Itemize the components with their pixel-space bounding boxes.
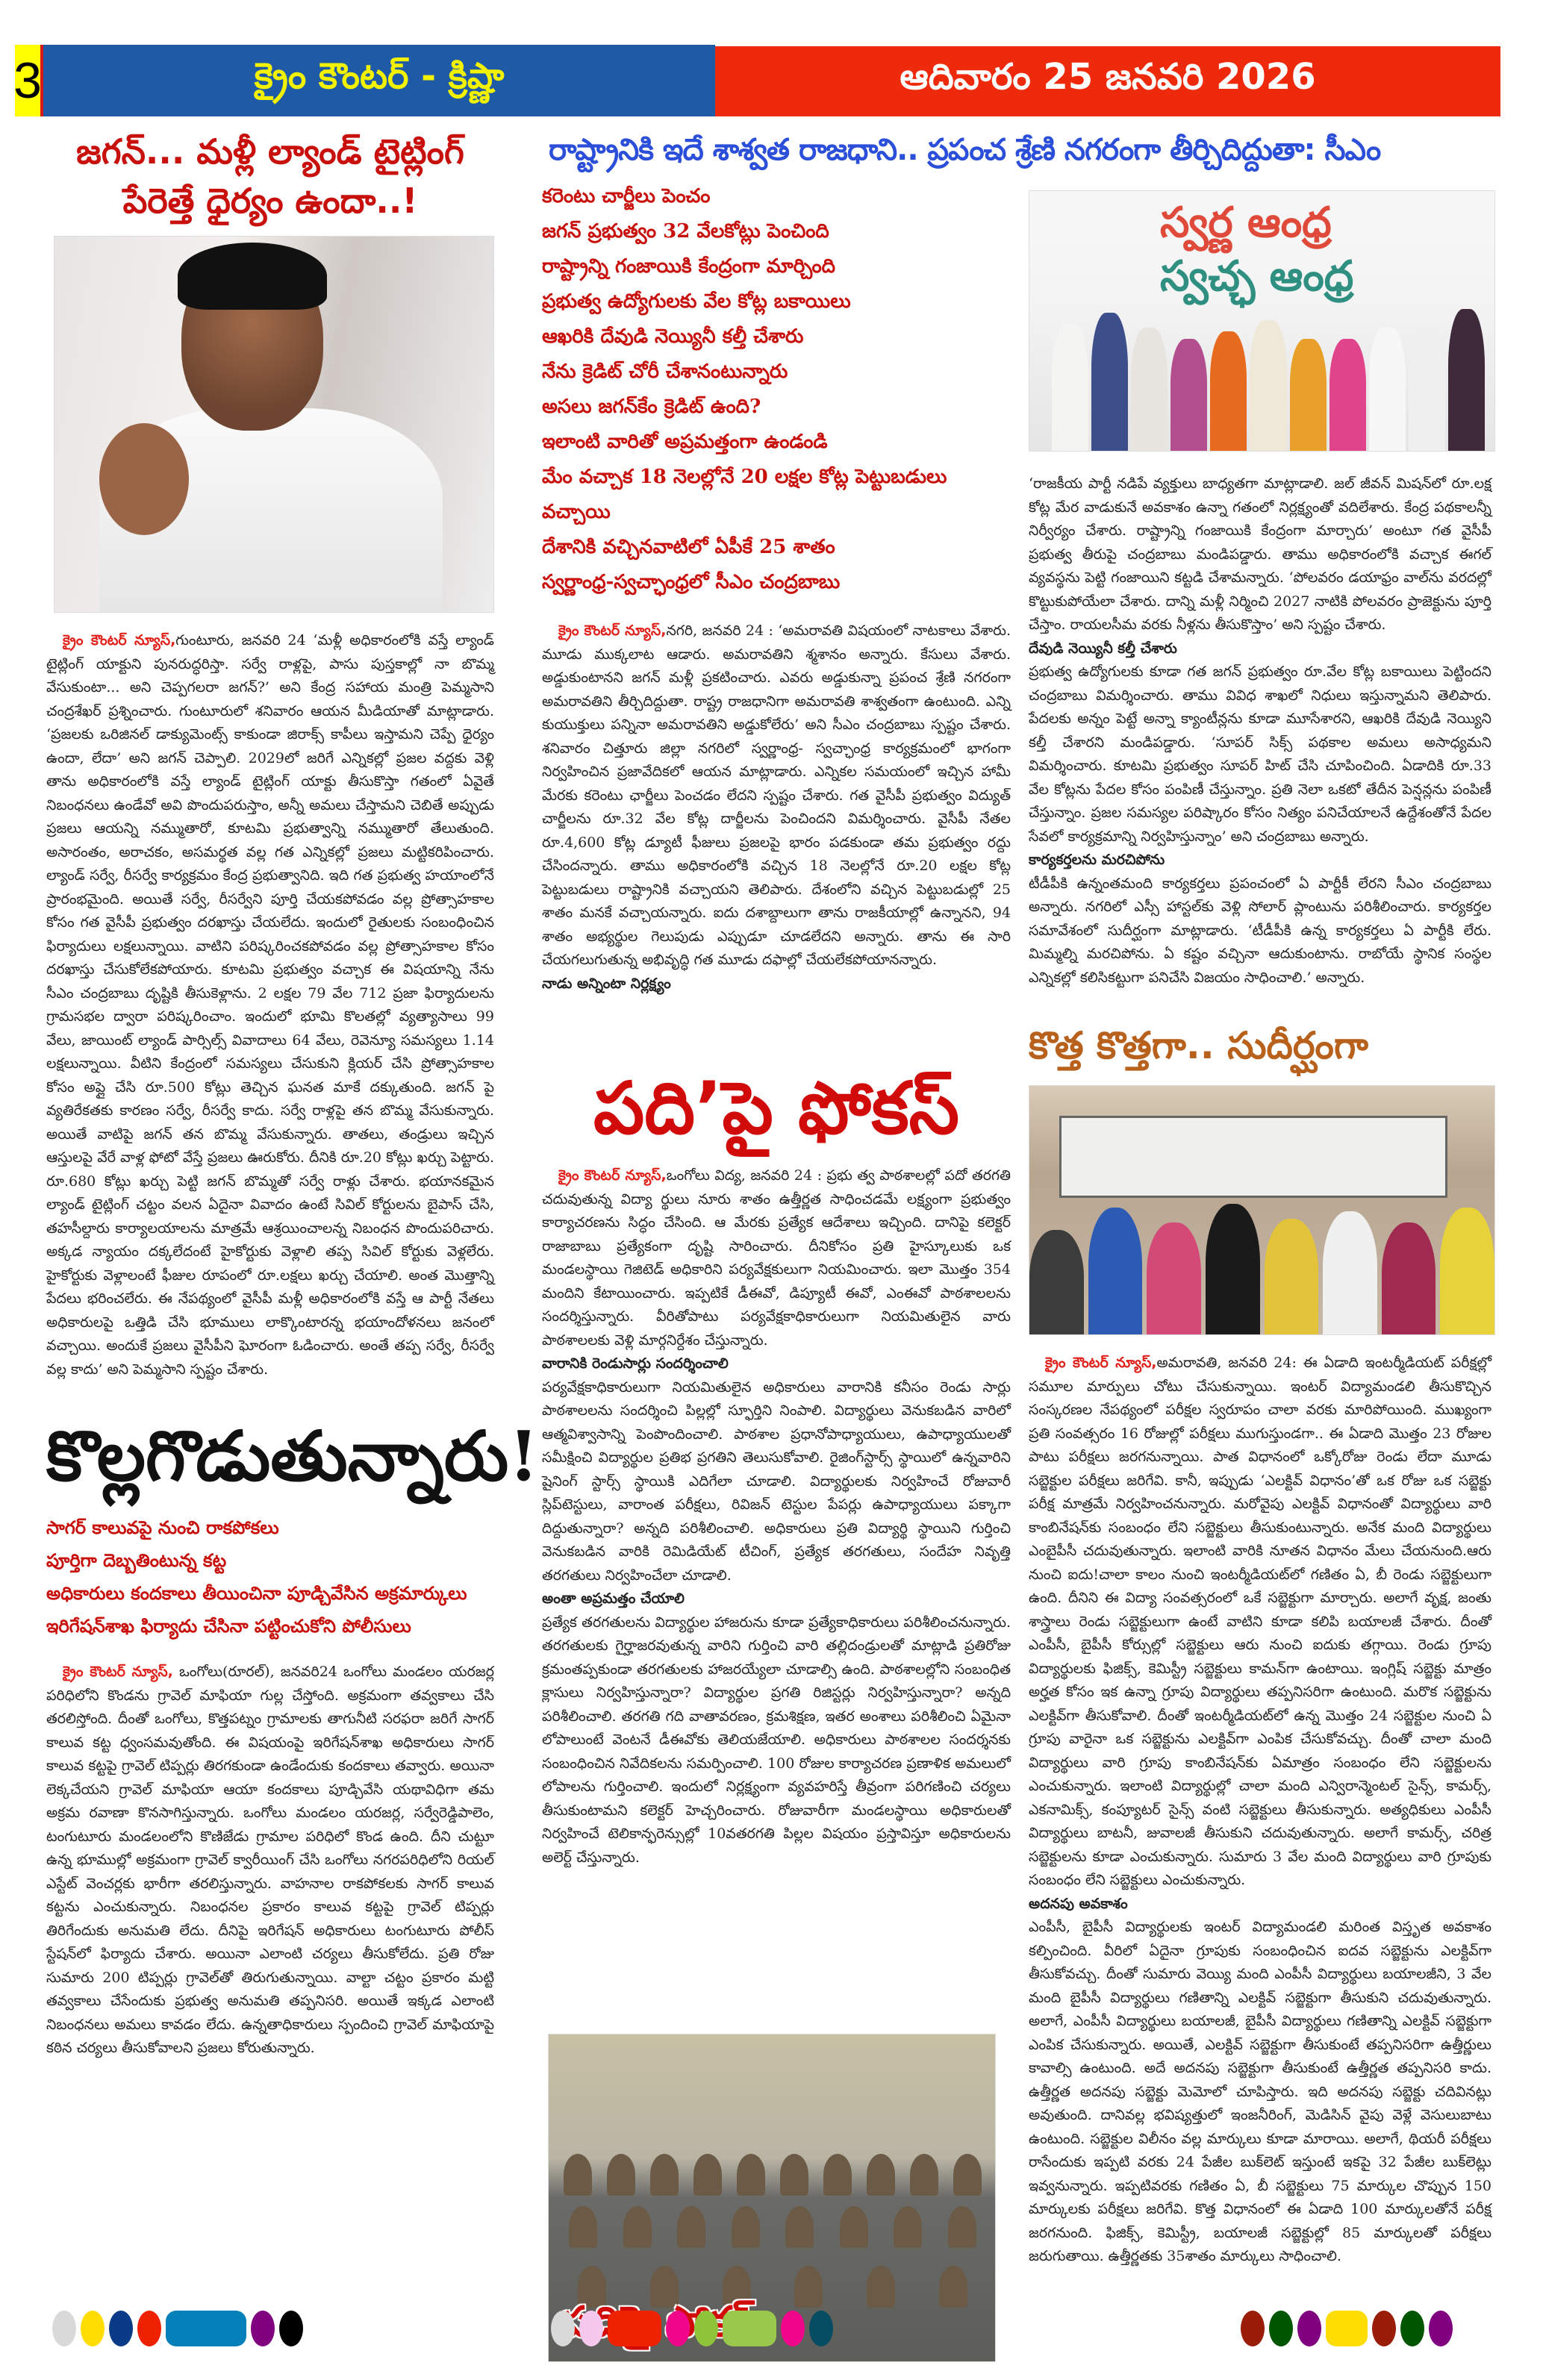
event-crowd: [1052, 302, 1485, 451]
photo-figure-hand: [99, 423, 189, 535]
students-photo-caption: పదిపై: [562, 2298, 652, 2346]
jagan-headline: [46, 127, 494, 225]
inter-headline: కొత్త కొత్తగా.. సుదీర్ఘంగా: [1029, 1024, 1368, 1067]
capital-deck-line: మేం వచ్చాక 18 నెలల్లోనే 20 లక్షల కోట్ల పెట్టుబడులు వచ్చాయి: [542, 466, 947, 523]
gravel-byline: క్రైం కౌంటర్ న్యూస్,: [63, 1664, 173, 1680]
jagan-headline-line2: పేరెత్తే ధైర్యం ఉందా..!: [122, 181, 418, 221]
capital-subhead-ghee: దేవుడి నెయ్యినీ కల్తీ చేశారు: [1029, 640, 1177, 657]
capital-dateline: నగరి, జనవరి 24 :: [666, 622, 773, 639]
jagan-byline: క్రైం కౌంటర్ న్యూస్,: [63, 632, 176, 649]
tenth-byline: క్రైం కౌంటర్ న్యూస్,: [558, 1167, 667, 1184]
color-marker: [1269, 2311, 1293, 2346]
capital-body-right: ‘రాజకీయ పార్టీ నడిపే వ్యక్తులు బాధ్యతగా మాట్లాడాలి. జల్ జీవన్ మిషన్‌లో రూ.లక్ష కోట్ల మేర వాడుకునే అవకాశం ఉన్నా గతంలో నిర్లక్ష్యంతో వదిలేశారు. కేంద్ర పథకాలన్నీ నిర్వీర్యం చేశారు. రాష్ట్రాన్ని గంజాయికి కేంద్రంగా మార్చారు’ అంటూ గత వైసీపీ ప్రభుత్వ తీరుపై చంద్రబాబు మండిపడ్డారు. తాము అధికారంలోకి వచ్చాక ఈగల్ వ్యవస్థను పెట్టి గంజాయిని కట్టడి చేశామన్నారు. ‘పోలవరం డయాఫ్రం వాల్‌ను వరదల్లో కొట్టుకుపోయేలా చేశారు. దాన్ని మళ్లీ నిర్మించి 2027 నాటికి పోలవరం ప్రాజెక్టును పూర్తి చేస్తాం. రాయలసీమ వరకు నీళ్లను తీసుకొస్తాం’ అని స్పష్టం చేశారు.: [1029, 475, 1491, 633]
capital-deck: [542, 179, 1011, 600]
jagan-body-text: ‘మళ్లీ అధికారంలోకి వస్తే ల్యాండ్ టైట్లింగ్ యాక్టుని పునరుద్ధరిస్తా. సర్వే రాళ్లపై, పాసు పుస్తకాల్లో నా బొమ్మ వేసుకుంటా... అని చెప్పగలరా జగన్?’ అని కేంద్ర సహాయ మంత్రి పెమ్మసాని చంద్రశేఖర్ ప్రశ్నించారు. గుంటూరులో శనివారం ఆయన మీడియాతో మాట్లాడారు. ‘ప్రజలకు ఒరిజినల్ డాక్యుమెంట్స్ కాకుండా జిరాక్స్ కాపీలు ఇస్తామని చెప్పే ధైర్యం ఉందా, లేదా’ అని జగన్ చెప్పాలి. 2029లో జరిగే ఎన్నికల్లో ప్రజల వద్దకు వెళ్లి తాను అధికారంలోకి వస్తే ల్యాండ్ టైట్లింగ్ యాక్టు తీసుకొస్తా గతంలో ఏవైతే నిబంధనలు ఉండేవో అవి పొందుపరుస్తాం, అన్నీ అమలు చేస్తామని చెబితే అప్పుడు ప్రజలు ఆయన్ని నమ్ముతారో, కూటమి ప్రభుత్వాన్ని నమ్ముతారో తేలుతుంది. అసారంతం, అరాచకం, అసమర్థత వల్ల గత ఎన్నికల్లో ప్రజలు మట్టికరిపించారు. ల్యాండ్ సర్వే, రీసర్వే కార్యక్రమం కేంద్ర ప్రభుత్వానిది. ఇది గత ప్రభుత్వ హయాంలోనే ప్రారంభమైంది. అయితే సర్వే, రీసర్వేని పూర్తి చేయకపోవడం వల్ల ప్రోత్సాహకాల కోసం గత వైసీపీ ప్రభుత్వం దరఖాస్తు చేయలేదు. ఇందులో రైతులకు సంబంధించిన ఫిర్యాదులు లక్షలున్నాయి. వాటిని పరిష్కరించకపోవడం వల్ల ప్రోత్సాహకాల కోసం దరఖాస్తు చేసుకోలేకపోయారు. కూటమి ప్రభుత్వం వచ్చాక ఈ విషయాన్ని నేను సీఎం చంద్రబాబు దృష్టికి తీసుకెళ్లాను. 2 లక్షల 79 వేల 712 ప్రజా ఫిర్యాదులను గ్రామసభల ద్వారా పరిష్కరించాం. ఇందులో భూమి కొలతల్లో వ్యత్యాసాలు 99 వేలు, జాయింట్ ల్యాండ్ పార్సిల్స్ వివాదాలు 64 వేలు, రెవెన్యూ సమస్యలు 1.14 లక్షలున్నాయి. వీటిని కేంద్రంలో సమస్యలు చేసుకుని క్లియర్ చేసి ప్రోత్సాహకాల కోసం అప్లై చేసి రూ.500 కోట్లు తెచ్చిన ఘనత మాకే దక్కుతుంది. జగన్ పై వ్యతిరేకతకు కారణం సర్వే, రీసర్వే కాదు. సర్వే రాళ్లపై తన బొమ్మ వేసుకున్నారు. అయితే వాటిపై జగన్ తన బొమ్మ వేసుకున్నారు. తాతలు, తండ్రులు ఇచ్చిన ఆస్తులపై వేరే వాళ్ల ఫోటో వేస్తే ప్రజలు ఊరుకోరు. దీనికి రూ.20 కోట్లు ఖర్చు పెట్టారు. రూ.680 కోట్లు ఖర్చు పెట్టి జగన్ బొమ్మతో సర్వే రాళ్లు చేశారు. భయానకమైన ల్యాండ్ టైట్లింగ్ చట్టం వలన ఏదైనా వివాదం ఉంటే సివిల్ కోర్టులను బైపాస్ చేసి, తహసీల్దారు కార్యాలయాలను మాత్రమే ఆశ్రయించాలన్న నిబంధన పొందుపరిచారు. అక్కడ న్యాయం దక్కలేదంటే హైకోర్టుకు వెళ్లాలి తప్ప సివిల్ కోర్టుకు వెళ్లలేరు. హైకోర్టుకు వెళ్లాలంటే ఫీజుల రూపంలో రూ.లక్షలు ఖర్చు చేయాలి. అంత మొత్తాన్ని పేదలు భరించలేరు. ఈ నేపథ్యంలో వైసీపీ మళ్లీ అధికారంలోకి వస్తే ఆ పార్టీ నేతలు అధికారులపై ఒత్తిడి చేసి భూములు లాక్కొంటారన్న భయాందోళనలు జనంలో వచ్చాయి. అందుకే ప్రజలు వైసీపీని ఘోరంగా ఓడించారు. అంతే తప్ప సర్వే, రీసర్వే వల్ల కాదు’ అని పెమ్మసాని స్పష్టం చేశారు.: [46, 632, 494, 1378]
color-marker: [81, 2311, 105, 2346]
tenth-subhead-visits: వారానికి రెండుసార్లు సందర్శించాలి: [542, 1355, 729, 1372]
story-jagan: [46, 127, 539, 2061]
capital-body-right-2: ప్రభుత్వ ఉద్యోగులకు కూడా గత జగన్ ప్రభుత్వం రూ.వేల కోట్ల బకాయిలు పెట్టిందని చంద్రబాబు విమర్శించారు. తాము వివిధ శాఖలో నిధులు ఇస్తున్నామని తెలిపారు. పేదలకు అన్నం పెట్టే అన్నా క్యాంటీన్లను కూడా మూసేశారని, ఆఖరికి దేవుడి నెయ్యిని కల్తీ చేశారని మండిపడ్డారు. ‘సూపర్ సిక్స్ పథకాల అమలు అసాధ్యమని విమర్శించారు. కూటమి ప్రభుత్వం సూపర్ హిట్ చేసి చూపించింది. ఏడాదికి రూ.33 వేల కోట్లను పేదల కోసం పంపిణీ చేస్తున్నాం. ప్రతి నెలా ఒకటో తేదీన పెన్షన్లను పంపిణీ చేస్తున్నాం. ప్రజల సమస్యల పరిష్కారం కోసం నిత్యం పనిచేయాలనే ఉద్దేశంతోనే పేదల సేవలో కార్యక్రమాన్ని నిర్వహిస్తున్నాం’ అని చంద్రబాబు అన్నారు.: [1029, 663, 1491, 845]
gravel-dateline: ఒంగోలు(రూరల్), జనవరి24: [179, 1664, 337, 1680]
gravel-headline: కొల్లగొడుతున్నారు!: [46, 1416, 539, 1496]
jagan-headline-line1: జగన్... మళ్లీ ల్యాండ్ టైట్లింగ్: [76, 131, 464, 172]
tenth-body-text: ప్రభు త్వ పాఠశాలల్లో పదో తరగతి చదువుతున్న విద్యా ర్థులు నూరు శాతం ఉత్తీర్ణత సాధించడమే లక్ష్యంగా ప్రభుత్వం కార్యాచరణను సిద్ధం చేసింది. ఆ మేరకు ప్రత్యేక ఆదేశాలు ఇచ్చింది. దానిపై కలెక్టర్ రాజాబాబు ప్రత్యేకంగా దృష్టి సారించారు. దీనికోసం ప్రతి హైస్కూలుకు ఒక మండలస్థాయి గెజిటెడ్ అధికారిని పర్యవేక్షకులుగా నియమించారు. ఇలా మొత్తం 354 మందిని కేటాయించారు. ఇప్పటికే డీఈవో, డిప్యూటీ ఈవో, ఎంఈవో పాఠశాలలను సందర్శిస్తున్నారు. వీరితోపాటు పర్యవేక్షకాధికారులుగా నియమితులైన వారు పాఠశాలలకు వెళ్లి మార్గనిర్దేశం చేస్తున్నారు.: [542, 1167, 1011, 1349]
color-marker: [551, 2311, 575, 2346]
gravel-deck-line: సాగర్ కాలువపై నుంచి రాకపోకలు: [46, 1517, 279, 1538]
photo-figure-hair: [178, 243, 327, 310]
color-marker: [52, 2311, 76, 2346]
gravel-deck: [46, 1511, 494, 1643]
capital-deck-line: ఇలాంటి వారితో అప్రమత్తంగా ఉండండి: [542, 431, 828, 453]
color-marker: [608, 2311, 661, 2346]
event-banner-line2: స్వచ్ఛ ఆంధ్ర: [1160, 252, 1354, 301]
capital-deck-line: నేను క్రెడిట్ చోరీ చేశానంటున్నారు: [542, 360, 788, 383]
masthead: [15, 45, 1500, 116]
color-marker: [109, 2311, 133, 2346]
capital-deck-line: దేశానికి వచ్చినవాటిలో ఏపీకే 25 శాతం: [542, 536, 835, 558]
page-number: 3: [15, 45, 43, 116]
gravel-body-text: ఒంగోలు మండలం యరజర్ల పరిధిలోని కొండను గ్రావెల్ మాఫియా గుల్ల చేస్తోంది. అక్రమంగా తవ్వకాలు చేసి తరలిస్తోంది. దీంతో ఒంగోలు, కొత్తపట్నం గ్రామాలకు తాగునీటి సరఫరా జరిగే సాగర్ కాలువ కట్ట ధ్వంసమవుతోంది. ఈ విషయంపై ఇరిగేషన్‌శాఖ అధికారులు సాగర్ కాలువ కట్టపై గ్రావెల్ టిప్పర్లు తిరగకుండా ఉండేందుకు కందకాలు తవ్వారు. అయినా లెక్కచేయని గ్రావెల్ మాఫియా ఆయా కందకాలు పూడ్చివేసి యథావిధిగా తమ అక్రమ రవాణా కొనసాగిస్తున్నారు. ఒంగోలు మండలం యరజర్ల, సర్వేరెడ్డిపాలెం, టంగుటూరు మండలంలోని కొణిజేడు గ్రామాల పరిధిలో కొండ ఉంది. దీని చుట్టూ ఉన్న భూముల్లో అక్రమంగా గ్రావెల్ క్వారీయింగ్ చేసి ఒంగోలు నగరపరిధిలోని రియల్ ఎస్టేట్ వెంచర్లకు భారీగా తరలిస్తున్నారు. వాహనాల రాకపోకలకు సాగర్ కాలువ కట్టను ఎంచుకున్నారు. నిబంధనల ప్రకారం కాలువ కట్టపై గ్రావెల్ టిప్పర్లు తిరిగేందుకు అనుమతి లేదు. దీనిపై ఇరిగేషన్ అధికారులు టంగుటూరు పోలీస్ స్టేషన్‌లో ఫిర్యాదు చేశారు. అయినా ఎలాంటి చర్యలు తీసుకోలేదు. ప్రతి రోజు సుమారు 200 టిప్పర్లు గ్రావెల్‌తో తిరుగుతున్నాయి. వాల్టా చట్టం ప్రకారం మట్టి తవ్వకాలు చేసేందుకు ప్రభుత్వ అనుమతి తప్పనిసరి. అయితే ఇక్కడ ఎలాంటి నిబంధనలు అమలు కావడం లేదు. ఉన్నతాధికారులు స్పందించి గ్రావెల్ మాఫియాపై కఠిన చర్యలు తీసుకోవాలని ప్రజలు కోరుతున్నారు.: [46, 1664, 494, 2056]
story-capital-mid: [542, 179, 1011, 2346]
color-marker: [809, 2311, 833, 2346]
inter-byline: క్రైం కౌంటర్ న్యూస్,: [1045, 1355, 1157, 1371]
capital-deck-line: జగన్ ప్రభుత్వం 32 వేలకోట్లు పెంచింది: [542, 220, 829, 243]
color-marker: [1241, 2311, 1265, 2346]
capital-deck-line: కరెంటు చార్జీలు పెంచం: [542, 185, 711, 207]
gravel-article-body: [46, 1661, 494, 2061]
color-marker: [1372, 2311, 1396, 2346]
capital-headline: రాష్ట్రానికి ఇదే శాశ్వత రాజధాని.. ప్రపంచ శ్రేణి నగరంగా తీర్చిదిద్దుతా: సీఎం: [549, 133, 1381, 167]
capital-body-right-3: టీడీపీకి ఉన్నంతమంది కార్యకర్తలు ప్రపంచంలో ఏ పార్టీకీ లేరని సీఎం చంద్రబాబు అన్నారు. నగరిలో ఎస్సీ హాస్టల్‌కు వెళ్లి సోలార్ ప్లాంటును పరిశీలించారు. కార్యకర్తల సమావేశంలో సుదీర్ఘంగా మాట్లాడారు. ‘టీడీపీకి ఉన్న కార్యకర్తలు ఏ పార్టీకి లేరు. మిమ్మల్ని మరచిపోను. ఏ కష్టం వచ్చినా ఆదుకుంటాను. రాబోయే స్థానిక సంస్థల ఎన్నికల్లో కలిసికట్టుగా పనిచేసి విజయం సాధించాలి.’ అన్నారు.: [1029, 875, 1491, 986]
footer-markers-left: [52, 2311, 303, 2346]
inter-dateline: అమరావతి, జనవరి 24:: [1156, 1355, 1297, 1371]
jagan-dateline: గుంటూరు, జనవరి 24: [175, 632, 306, 649]
color-marker: [1400, 2311, 1424, 2346]
tenth-body-text-2: పర్యవేక్షకాధికారులుగా నియమితులైన అధికారులు వారానికి కనీసం రెండు సార్లు పాఠశాలలను సందర్శించి పిల్లల్లో స్ఫూర్తిని నింపాలి. విద్యార్థులు వెనుకబడిన వారిలో ఆత్మవిశ్వాసాన్ని పెంపొందించాలి. పాఠశాల ప్రధానోపాధ్యాయులు, ఉపాధ్యాయులతో సమీక్షించి విద్యార్థుల ప్రతిభ ప్రగతిని తెలుసుకోవాలి. రైజింగ్‌స్టార్స్ స్థాయిలో ఉన్నవారిని షైనింగ్ స్టార్స్ స్థాయికి ఎదిగేలా చూడాలి. విద్యార్థులకు నిర్వహించే రోజువారీ స్లిప్‌టెస్టులు, వారాంత పరీక్షలు, రివిజన్ టెస్టుల పేపర్లు ఉపాధ్యాయులు పక్కాగా దిద్దుతున్నారా? అన్నది పరిశీలించాలి. అధికారులు ప్రతి విద్యార్థి స్థాయిని గుర్తించి వెనుకబడిన వారికి రెమిడియేట్ టీచింగ్, ప్రత్యేక తరగతులు, సందేహ నివృత్తి తరగతులు నిర్వహించేలా చూడాలి.: [542, 1378, 1011, 1584]
capital-byline: క్రైం కౌంటర్ న్యూస్,: [558, 622, 667, 639]
students-group: [1029, 1185, 1494, 1334]
inter-article-body: [1029, 1352, 1491, 1893]
color-marker: [251, 2311, 275, 2346]
tenth-subhead-alert: అంతా అప్రమత్తం చేయాలి: [542, 1590, 685, 1607]
inter-subhead-extra: అదనపు అవకాశం: [1029, 1895, 1128, 1912]
color-marker: [1429, 2311, 1453, 2346]
capital-deck-line: ప్రభుత్వ ఉద్యోగులకు వేల కోట్ల బకాయిలు: [542, 290, 851, 313]
capital-deck-line: ఆఖరికి దేవుడి నెయ్యినీ కల్తీ చేశారు: [542, 325, 804, 348]
gravel-deck-line: పూర్తిగా దెబ్బతింటున్న కట్ట: [46, 1550, 227, 1571]
color-marker: [279, 2311, 303, 2346]
story-capital-right: [1029, 190, 1491, 2269]
jagan-article-body: [46, 629, 494, 1381]
section-title: క్రైం కౌంటర్ - క్రిష్ణా: [43, 45, 715, 116]
inter-body-text-2: ఎంపీసీ, బైపీసీ విద్యార్థులకు ఇంటర్ విద్యామండలి మరింత విస్తృత అవకాశం కల్పించింది. వీరిలో ఏదైనా గ్రూపుకు సంబంధించిన ఐదవ సబ్జెక్టును ఎలక్టివ్‌గా తీసుకోవచ్చు. దీంతో సుమారు వెయ్యి మంది ఎంపీసీ విద్యార్థులు బయాలజీని, 3 వేల మంది బైపీసీ విద్యార్థులు గణితాన్ని ఎలక్టివ్ సబ్జెక్టుగా తీసుకుని చదువుతున్నారు. అలాగే, ఎంపీసీ విద్యార్థులు బయాలజీ, బైపీసీ విద్యార్థులు గణితాన్ని ఎలక్టివ్ సబ్జెక్టుగా ఎంపిక చేసుకున్నారు. అయితే, ఎలక్టివ్ సబ్జెక్టుగా తీసుకుంటే తప్పనిసరిగా ఉత్తీర్ణులు కావాల్సి ఉంటుంది. అదే అదనపు సబ్జెక్టుగా తీసుకుంటే ఉత్తీర్ణత తప్పనిసరి కాదు. ఉత్తీర్ణత అదనపు సబ్జెక్టు మెమోలో చూపిస్తారు. ఇది అదనపు సబ్జెక్టు చదివినట్లు అవుతుంది. దానివల్ల భవిష్యత్తులో ఇంజనీరింగ్, మెడిసిన్ వైపు వెళ్లే వెసులుబాటు ఉంటుంది. సబ్జెక్టుల విలీనం వల్ల మార్కులు కూడా మారాయి. అలాగే, థియరీ పరీక్షలు రాసేందుకు ఇప్పటి వరకు 24 పేజీల బుక్‌లెట్ ఇస్తుంటే ఇకపై 32 పేజీల బుక్‌లెట్లు ఇవ్వనున్నారు. ఇప్పటివరకు గణితం ఏ, బీ సబ్జెక్టులు 75 మార్కుల చొప్పున 150 మార్కులకు పరీక్షలు జరిగేవి. కొత్త విధానంలో ఈ ఏడాది 100 మార్కులతోనే పరీక్ష జరగనుంది. ఫిజిక్స్, కెమిస్ట్రీ, బయాలజీ సబ్జెక్టుల్లో 85 మార్కులతో పరీక్షలు జరుగుతాయి. ఉత్తీర్ణతకు 35శాతం మార్కులు సాధించాలి.: [1029, 1919, 1491, 2264]
capital-subhead-workers: కార్యకర్తలను మరచిపోను: [1029, 852, 1165, 868]
gravel-deck-line: అధికారులు కందకాలు తీయించినా పూడ్చివేసిన అక్రమార్కులు: [46, 1583, 467, 1604]
capital-body-text: ‘అమరావతి విషయంలో నాటకాలు వేశారు. మూడు ముక్కలాట ఆడారు. అమరావతిని శ్మశానం అన్నారు. కేసులు వేశారు. అడ్డుకుంటానని జగన్ మళ్లీ ప్రకటించారు. ఎవరు అడ్డుకున్నా ప్రపంచ శ్రేణి నగరంగా అమరావతిని తీర్చిదిద్దుతా. రాష్ట్ర రాజధానిగా అమరావతి శాశ్వతంగా ఉంటుంది. ఎన్ని కుయుక్తులు పన్నినా అమరావతిని అడ్డుకోలేరు’ అని సీఎం చంద్రబాబు స్పష్టం చేశారు. శనివారం చిత్తూరు జిల్లా నగరిలో స్వర్ణాంధ్ర- స్వచ్ఛాంధ్ర కార్యక్రమంలో భాగంగా నిర్వహించిన ప్రజావేదికలో ఆయన మాట్లాడారు. ఎన్నికల సమయంలో ఇచ్చిన హామీ మేరకు కరెంటు ఛార్జీలు పెంచడం లేదని స్పష్టం చేశారు. గత వైసీపీ ప్రభుత్వం విద్యుత్ చార్జీలను రూ.32 వేల కోట్ల దార్జీలను పెంచిందని విమర్శించారు. వైసీపీ నేతల రూ.4,600 కోట్ల డ్యూటీ ఫీజులు ప్రజలపై భారం పడకుండా తమ ప్రభుత్వం రద్దు చేసిందన్నారు. తాము అధికారంలోకి వచ్చిన 18 నెలల్లోనే రూ.20 లక్షల కోట్ల పెట్టుబడులు రాష్ట్రానికి వచ్చాయని తెలిపారు. దేశంలోని వచ్చిన పెట్టుబడుల్లో 25 శాతం మనకే వచ్చాయన్నారు. ఐదు దశాబ్దాలుగా తాను రాజకీయాల్లో ఉన్నానని, 94 శాతం అభ్యర్థుల గెలుపుడు ఎప్పుడూ చూడలేదని అన్నారు. తాను ఈ సారి చేయగలుగుతున్న అభివృద్ధి గత మూడు దఫాల్లో చేయలేకపోయానన్నారు.: [542, 622, 1011, 968]
color-marker: [694, 2311, 718, 2346]
event-banner-line1: స్వర్ణ ఆంధ్ర: [1160, 199, 1332, 247]
students-row: [556, 2154, 989, 2196]
inter-students-photo: [1029, 1085, 1495, 1335]
color-marker: [166, 2311, 246, 2346]
gravel-deck-line: ఇరిగేషన్‌శాఖ ఫిర్యాదు చేసినా పట్టించుకోని పోలీసులు: [46, 1616, 411, 1637]
color-marker: [1297, 2311, 1321, 2346]
tenth-headline: పది’పై ఫోకస్: [593, 1066, 960, 1150]
inter-body-text: ఈ ఏడాది ఇంటర్మీడియట్ పరీక్షల్లో సమూల మార్పులు చోటు చేసుకున్నాయి. ఇంటర్ విద్యామండలి తీసుకొచ్చిన సంస్కరణల నేపథ్యంలో పరీక్షల స్వరూపం చాలా వరకు మారిపోయింది. ముఖ్యంగా ప్రతి సంవత్సరం 16 రోజుల్లో పరీక్షలు ముగుస్తుండగా.. ఈ ఏడాది మొత్తం 23 రోజుల పాటు పరీక్షలు జరగనున్నాయి. పాత విధానంలో ఒక్కోరోజు రెండు లేదా మూడు సబ్జెక్టుల పరీక్షలు జరిగేవి. కానీ, ఇప్పుడు ‘ఎలక్టివ్ విధానం’తో ఒక రోజు ఒక సబ్జెక్టు పరీక్ష మాత్రమే నిర్వహించనున్నారు. మరోవైపు ఎలక్టివ్ విధానంతో విద్యార్థులు వారి కాంబినేషన్‌కు సంబంధం లేని సబ్జెక్టులు తీసుకుంటున్నారు. అనేక మంది విద్యార్థులు ఎంబైపీసీ చదువుతున్నారు. ఇలాంటి వారికి నూతన విధానం మేలు చేయనుంది.ఆరు నుంచి ఐదు!చాలా కాలం నుంచి ఇంటర్మీడియట్‌లో గణితం ఏ, బీ రెండు సబ్జెక్టులుగా ఉంది. దీనిని ఈ విద్యా సంవత్సరంలో ఒకే సబ్జెక్టుగా మార్చారు. అలాగే వృక్ష, జంతు శాస్త్రాలు రెండు సబ్జెక్టులుగా ఉంటే వాటిని కూడా కలిపి బయాలజీ చేశారు. దీంతో ఎంపీసీ, బైపీసీ కోర్సుల్లో సబ్జెక్టులు ఆరు నుంచి ఐదుకు తగ్గాయి. రెండు గ్రూపు విద్యార్థులకు ఫిజిక్స్, కెమిస్ట్రీ సబ్జెక్టులు కామన్‌గా ఉంటాయి. ఇంగ్లిష్ సబ్జెక్టు మాత్రం అర్హత కోసం ఇక ఉన్నా గ్రూపు విద్యార్థులు తప్పనిసరిగా ఉంటుంది. మరొక సబ్జెక్టును ఎలక్టివ్‌గా తీసుకోవాలి. దీంతో ఇంటర్మీడియట్‌లో ఉన్న మొత్తం 24 సబ్జెక్టుల నుంచి ఏ గ్రూపు వారైనా ఒక సబ్జెక్టును ఎలక్టివ్‌గా ఎంపిక చేసుకోవచ్చు. దీంతో చాలా మంది విద్యార్థులు వారి గ్రూపు కాంబినేషన్‌కు ఏమాత్రం సంబంధం లేని సబ్జెక్టులను ఎంచుకున్నారు. ఇలాంటి విద్యార్థుల్లో చాలా మంది ఎన్విరాన్మెంటల్ సైన్స్, కామర్స్, ఎకనామిక్స్, కంప్యూటర్ సైన్స్ వంటి సబ్జెక్టులు తీసుకున్నారు. అత్యధికులు ఎంపీసీ విద్యార్థులు బాటనీ, జువాలజీ తీసుకుని చదువుతున్నారు. అలాగే కామర్స్, చరిత్ర సబ్జెక్టులను కూడా ఎంచుకున్నారు. సుమారు 3 వేల మంది విద్యార్థులు వారి గ్రూపుకు సంబంధం లేని సబ్జెక్టులు ఎంచుకున్నారు.: [1029, 1355, 1492, 1888]
color-marker: [781, 2311, 805, 2346]
students-row: [556, 2206, 989, 2248]
edition-date: ఆదివారం 25 జనవరి 2026: [715, 46, 1500, 116]
color-marker: [723, 2311, 776, 2346]
color-marker: [666, 2311, 690, 2346]
footer-markers-mid: [551, 2311, 833, 2346]
color-marker: [579, 2311, 603, 2346]
capital-subhead-neglect: నాడు అన్నింటా నిర్లక్ష్యం: [542, 975, 671, 992]
capital-deck-line: రాష్ట్రాన్ని గంజాయికి కేంద్రంగా మార్చింది: [542, 255, 836, 278]
tenth-dateline: ఒంగోలు విద్య, జనవరి 24 :: [666, 1167, 822, 1184]
color-marker: [137, 2311, 161, 2346]
pemmasani-photo: [54, 236, 494, 613]
color-marker: [1326, 2311, 1368, 2346]
capital-deck-line: అసలు జగన్‌కేం క్రెడిట్ ఉంది?: [542, 396, 761, 418]
tenth-article-body: [542, 1164, 1011, 1352]
swarnandhra-event-photo: [1029, 190, 1495, 452]
footer-markers-right: [1241, 2311, 1453, 2346]
capital-article-body: [542, 619, 1011, 972]
capital-deck-line: స్వర్ణాంధ్ర-స్వచ్ఛాంధ్రలో సీఎం చంద్రబాబు: [542, 571, 841, 593]
tenth-body-text-3: ప్రత్యేక తరగతులను విద్యార్థుల హాజరును కూడా ప్రత్యేకాధికారులు పరిశీలించనున్నారు. తరగతులకు గైర్హాజరవుతున్న వారిని గుర్తించి వారి తల్లిదండ్రులతో మాట్లాడి ప్రతిరోజు క్రమంతప్పకుండా తరగతులకు హాజరయ్యేలా చూడాల్సి ఉంది. పాఠశాలల్లోని సంబంధిత క్లాసులు నిర్వహిస్తున్నారా? విద్యార్థుల ప్రగతి రిజిస్టర్లు నిర్వహిస్తున్నారా? అన్నది పరిశీలించాలి. తరగతి గది వాతావరణం, క్రమశిక్షణ, ఇతర అంశాలు పరిశీలించి ఏమైనా లోపాలుంటే వెంటనే డీఈవోకు తెలియజేయాలి. అధికారులు పాఠశాలల సందర్శనకు సంబంధించిన నివేదికలను సమర్పించాలి. 100 రోజుల కార్యాచరణ ప్రణాళిక అమలులో లోపాలను గుర్తించాలి. ఇందులో నిర్లక్ష్యంగా వ్యవహరిస్తే తీవ్రంగా పరిగణించి చర్యలు తీసుకుంటామని కలెక్టర్ హెచ్చరించారు. రోజువారీగా మండలస్థాయి అధికారులతో నిర్వహించే టెలికాన్ఫరెన్సుల్లో 10వతరగతి పిల్లల విషయం ప్రస్తావిస్తూ అధికారులను అలెర్ట్ చేస్తున్నారు.: [542, 1614, 1011, 1866]
